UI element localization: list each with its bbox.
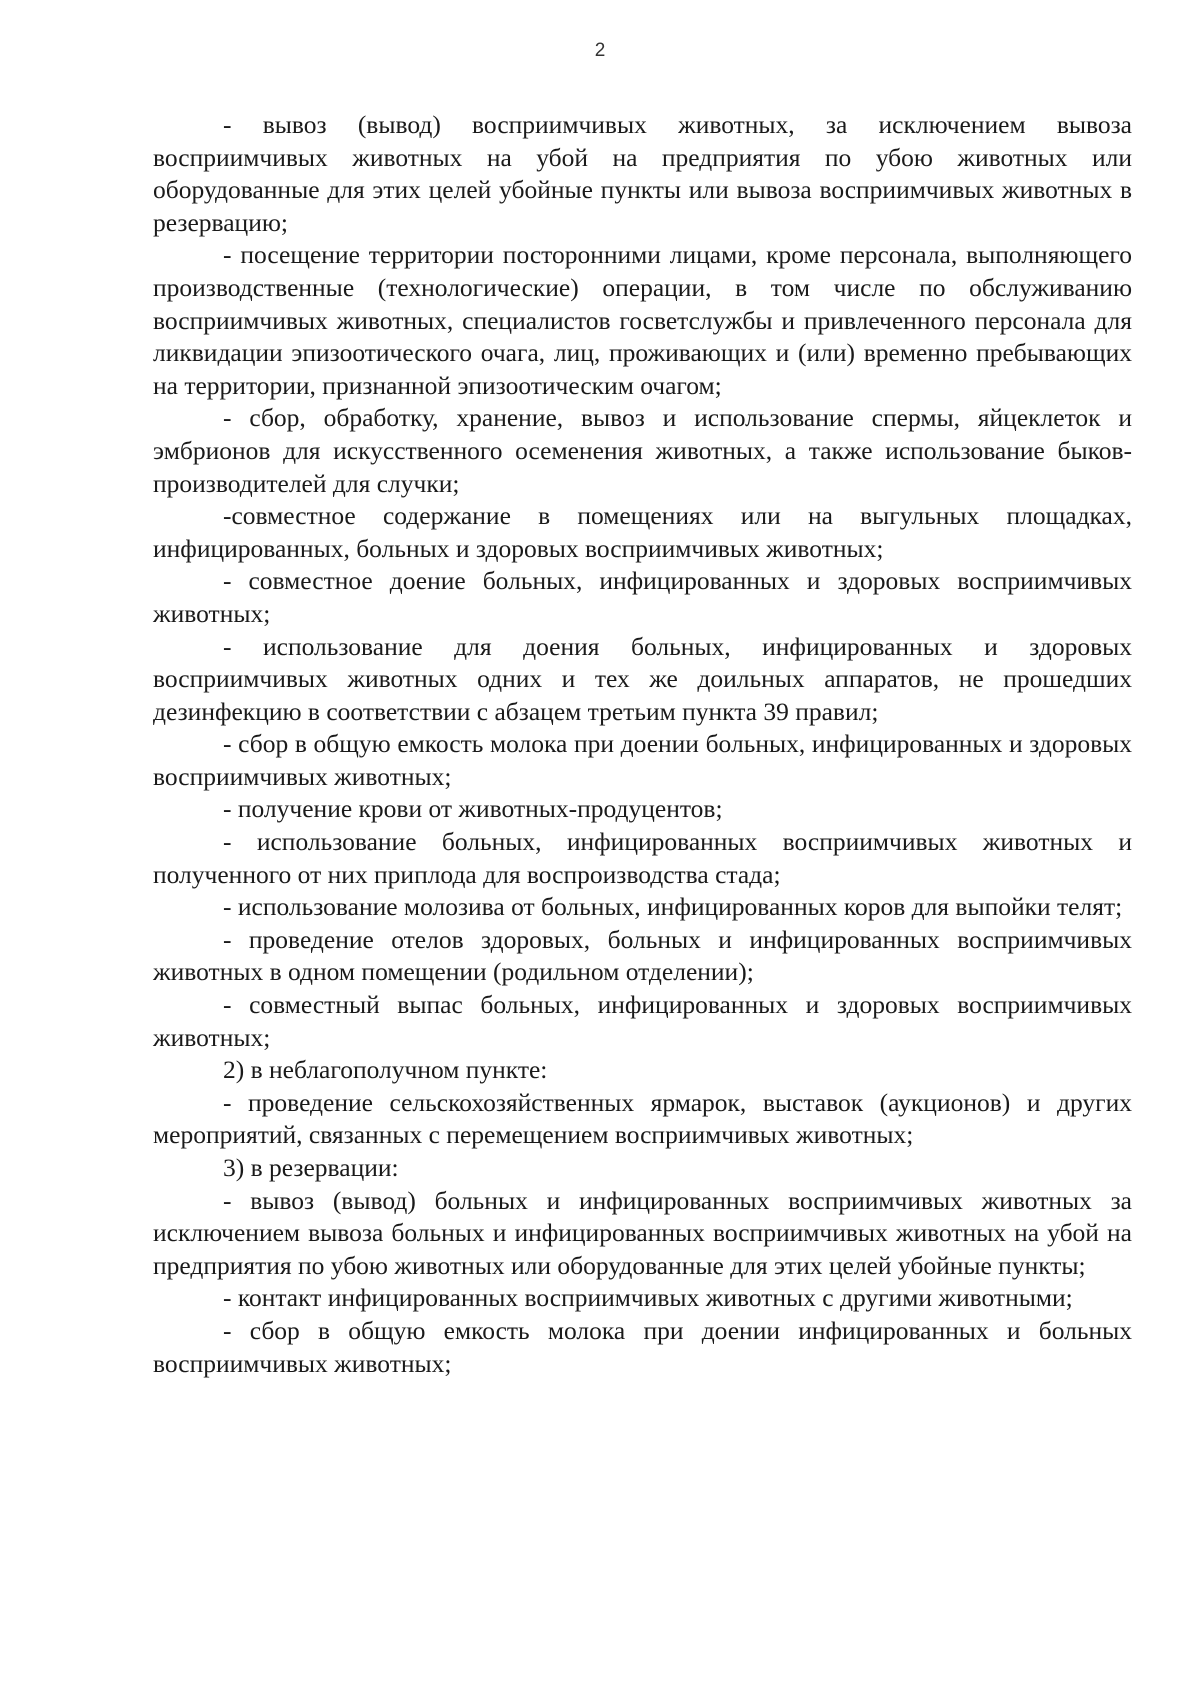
paragraph: - контакт инфицированных восприимчивых животных с другими животными; [223,1283,1073,1313]
page-number: 2 [594,40,606,61]
paragraph: - сбор в общую емкость молока при доении инфицированных и больных восприимчивых животных; [153,1315,1132,1378]
paragraph: - вывоз (вывод) восприимчивых животных, за исключением вывоза восприимчивых животных на убой на предприятия по убою животных или оборудованные для этих целей убойные пункты или вывоза восприимчивых животных в резервацию; [153,110,1132,237]
paragraph: - проведение сельскохозяйственных ярмарок, выставок (аукционов) и других мероприятий, связанных с перемещением восприимчивых животных; [153,1087,1132,1150]
paragraph: - вывоз (вывод) больных и инфицированных восприимчивых животных за исключением вывоза больных и инфицированных восприимчивых животных на убой на предприятия по убою животных или оборудованные для этих целей убойные пункты; [153,1185,1132,1280]
paragraph: - получение крови от животных-продуцентов; [223,794,723,824]
paragraph: - совместный выпас больных, инфицированных и здоровых восприимчивых животных; [153,990,1132,1052]
paragraph: 3) в резервации: [223,1153,399,1182]
paragraph: - использование больных, инфицированных восприимчивых животных и полученного от них приплода для воспроизводства стада; [153,827,1132,889]
paragraph: 2) в неблагополучном пункте: [223,1055,548,1085]
paragraph: - посещение территории посторонними лицами, кроме персонала, выполняющего производственные (технологические) операции, в том числе по обслуживанию восприимчивых животных, специалистов госветслужбы и привлеченного персонала для ликвидации эпизоотического очага, лиц, проживающих и (или) временно пребывающих на территории, признанной эпизоотическим очагом; [153,240,1132,400]
paragraph: - сбор, обработку, хранение, вывоз и использование спермы, яйцеклеток и эмбрионов для искусственного осеменения животных, а также использование быков-производителей для случки; [153,403,1132,498]
document-body [153,109,1132,1380]
paragraph: - проведение отелов здоровых, больных и инфицированных восприимчивых животных в одном помещении (родильном отделении); [153,924,1132,987]
paragraph: -совместное содержание в помещениях или на выгульных площадках, инфицированных, больных и здоровых восприимчивых животных; [153,501,1132,563]
paragraph: - совместное доение больных, инфицированных и здоровых восприимчивых животных; [153,566,1132,628]
paragraph: - сбор в общую емкость молока при доении больных, инфицированных и здоровых восприимчивых животных; [153,729,1132,791]
paragraph: - использование для доения больных, инфицированных и здоровых восприимчивых животных одних и тех же доильных аппаратов, не прошедших дезинфекцию в соответствии с абзацем третьим пункта 39 правил; [153,631,1132,726]
paragraph: - использование молозива от больных, инфицированных коров для выпойки телят; [223,892,1123,922]
